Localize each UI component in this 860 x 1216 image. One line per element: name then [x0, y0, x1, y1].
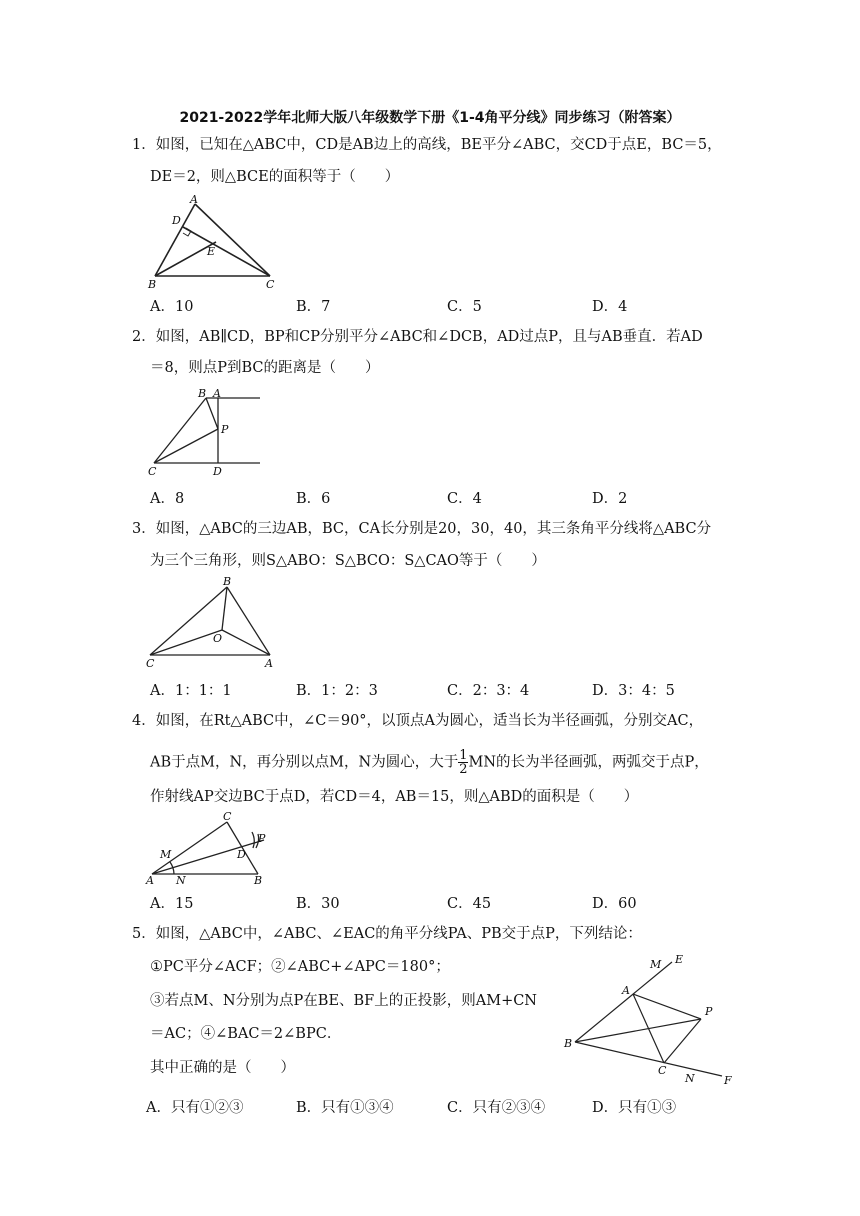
q1-option-c[interactable]: C．5 [447, 299, 482, 315]
q3-option-d[interactable]: D．3：4：5 [592, 683, 675, 699]
q4-right-triangle-figure [140, 808, 280, 888]
q4-option-d[interactable]: D．60 [592, 896, 637, 912]
q5-text-line3: ③若点M、N分别为点P在BE、BF上的正投影，则AM+CN [150, 993, 537, 1009]
q3-option-c[interactable]: C．2：3：4 [447, 683, 530, 699]
q4-label-p: P [258, 832, 266, 845]
q1-text-line2: DE＝2，则△BCE的面积等于（ ） [150, 169, 400, 185]
q2-label-p: P [221, 423, 229, 436]
q5-label-b: B [564, 1037, 573, 1050]
q1-option-b[interactable]: B．7 [296, 299, 331, 315]
q4-text-line2-part2: MN的长为半径画弧，两弧交于点P， [468, 754, 709, 771]
q1-option-d[interactable]: D．4 [592, 299, 628, 315]
q3-option-a[interactable]: A．1：1：1 [150, 683, 232, 699]
q2-text-line1: 2．如图，AB∥CD，BP和CP分别平分∠ABC和∠DCB，AD过点P，且与AB垂直．若AD [132, 329, 703, 345]
q1-option-a[interactable]: A．10 [150, 299, 194, 315]
q4-text-line2 [150, 749, 709, 776]
q1-triangle-figure [140, 192, 290, 292]
q4-label-a: A [146, 874, 154, 887]
q3-text-line1: 3．如图，△ABC的三边AB，BC，CA长分别是20，30，40，其三条角平分线将△ABC分 [132, 521, 712, 537]
q5-option-d[interactable]: D．只有①③ [592, 1100, 677, 1116]
q5-text-line5: 其中正确的是（ ） [150, 1060, 295, 1076]
q2-text-line2: ＝8，则点P到BC的距离是（ ） [150, 360, 380, 376]
q4-text-line3: 作射线AP交边BC于点D，若CD＝4，AB＝15，则△ABD的面积是（ ） [150, 789, 639, 805]
q4-label-d: D [237, 848, 246, 861]
q2-option-c[interactable]: C．4 [447, 491, 482, 507]
q5-text-line4: ＝AC；④∠BAC＝2∠BPC． [150, 1026, 342, 1042]
q1-label-b: B [148, 278, 157, 291]
q3-label-o: O [213, 632, 223, 645]
q4-label-n: N [176, 874, 186, 887]
q5-option-a[interactable]: A．只有①②③ [146, 1100, 244, 1116]
q3-triangle-figure [140, 575, 285, 670]
q2-label-a: A [213, 387, 221, 400]
q2-label-d: D [213, 465, 222, 478]
q1-label-e: E [207, 245, 216, 258]
q2-label-b: B [198, 387, 207, 400]
q4-option-c[interactable]: C．45 [447, 896, 492, 912]
q1-label-c: C [266, 278, 275, 291]
q3-text-line2: 为三个三角形，则S△ABO：S△BCO：S△CAO等于（ ） [150, 553, 546, 569]
q5-label-e: E [675, 953, 684, 966]
q5-label-f: F [724, 1074, 732, 1087]
q2-parallel-lines-figure [140, 385, 270, 480]
q5-label-a: A [622, 984, 630, 997]
q5-label-p: P [705, 1005, 713, 1018]
q1-text-line1: 1．如图，已知在△ABC中，CD是AB边上的高线，BE平分∠ABC，交CD于点E，BC＝5， [132, 137, 722, 153]
q2-option-b[interactable]: B．6 [296, 491, 331, 507]
q3-label-a: A [265, 657, 273, 670]
q5-text-line1: 5．如图，△ABC中，∠ABC、∠EAC的角平分线PA、PB交于点P，下列结论： [132, 926, 642, 942]
q4-label-b: B [254, 874, 263, 887]
q4-text-line1: 4．如图，在Rt△ABC中，∠C＝90°，以顶点A为圆心，适当长为半径画弧，分别交AC， [132, 713, 704, 729]
q3-option-b[interactable]: B．1：2：3 [296, 683, 378, 699]
q4-option-b[interactable]: B．30 [296, 896, 340, 912]
q3-label-c: C [146, 657, 155, 670]
q1-label-a: A [190, 193, 198, 206]
q5-label-m: M [650, 958, 662, 971]
q5-option-b[interactable]: B．只有①③④ [296, 1100, 394, 1116]
q2-label-c: C [148, 465, 157, 478]
q5-option-c[interactable]: C．只有②③④ [447, 1100, 546, 1116]
q1-label-d: D [172, 214, 181, 227]
q4-fraction-half: $\frac{1}{2}$ [459, 748, 468, 777]
q4-option-a[interactable]: A．15 [150, 896, 194, 912]
q5-label-c: C [658, 1064, 667, 1077]
q2-option-a[interactable]: A．8 [150, 491, 185, 507]
q5-label-n: N [685, 1072, 695, 1085]
q5-text-line2: ①PC平分∠ACF；②∠ABC+∠APC＝180°； [150, 959, 450, 975]
q4-text-line2-part1: AB于点M，N，再分别以点M，N为圆心，大于 [150, 754, 459, 771]
q4-label-m: M [160, 848, 172, 861]
q4-label-c: C [223, 810, 232, 823]
q3-label-b: B [223, 575, 232, 588]
q5-angle-bisector-figure [560, 952, 740, 1087]
q2-option-d[interactable]: D．2 [592, 491, 628, 507]
worksheet-title: 2021-2022学年北师大版八年级数学下册《1-4角平分线》同步练习（附答案） [179, 110, 681, 126]
